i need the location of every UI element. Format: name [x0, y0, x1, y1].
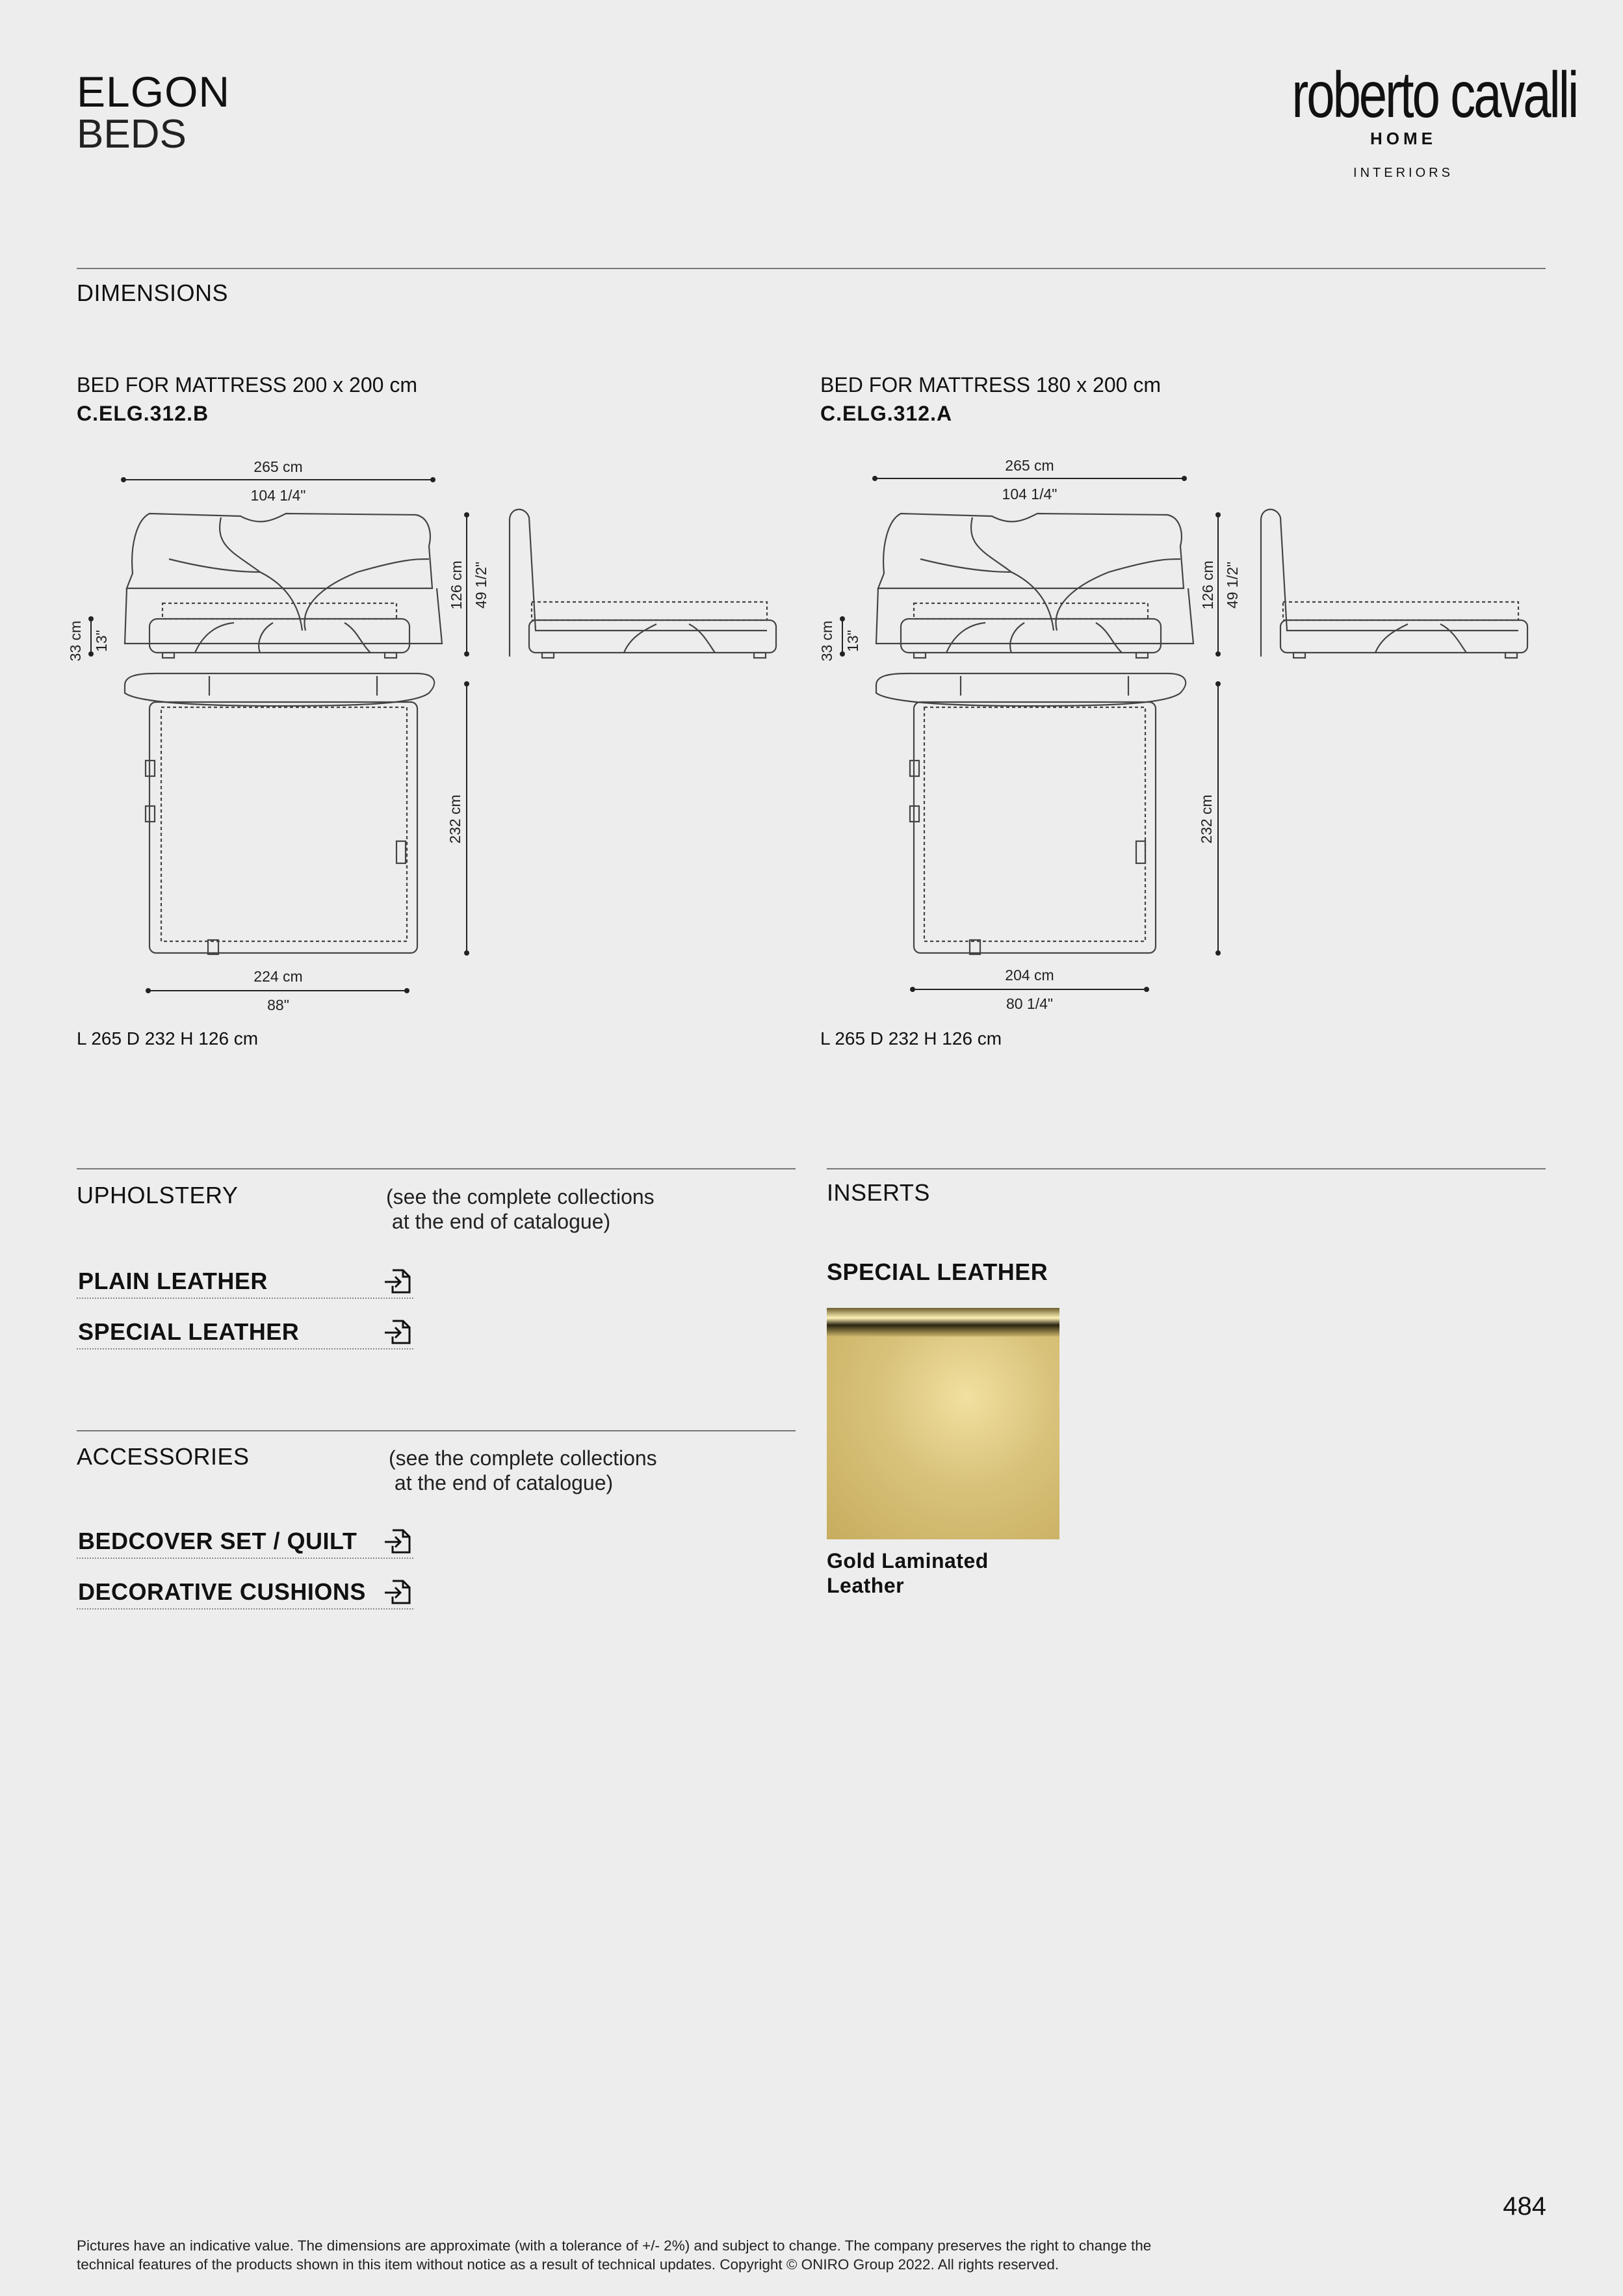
seat-in: 13": [844, 630, 861, 652]
dimensions-summary: L 265 D 232 H 126 cm: [77, 1028, 259, 1049]
height-in: 49 1/2": [473, 561, 489, 609]
disclaimer: [77, 2236, 1546, 2274]
upholstery-note: [386, 1184, 655, 1234]
divider: [77, 1430, 796, 1431]
inserts-subheading: SPECIAL LEATHER: [827, 1259, 1048, 1285]
model-code: C.ELG.312.A: [820, 402, 953, 425]
link-label: SPECIAL LEATHER: [78, 1318, 300, 1345]
inserts-heading: INSERTS: [827, 1179, 930, 1206]
accessories-note: [389, 1446, 657, 1495]
seat-in: 13": [93, 630, 110, 652]
file-export-icon: [382, 1264, 413, 1295]
swatch-label-line: Leather: [827, 1574, 905, 1597]
dimensions-heading: DIMENSIONS: [77, 280, 229, 306]
swatch-label: [827, 1548, 989, 1598]
bottom-width-cm: 224 cm: [253, 968, 303, 985]
depth-cm: 232 cm: [1198, 794, 1215, 844]
brand-interiors: INTERIORS: [1353, 166, 1453, 180]
disclaimer-line: Pictures have an indicative value. The dimensions are approximate (with a tolerance of +/- 2%) and subject to change. The company preserves the right to change the: [77, 2237, 1152, 2254]
brand-name: roberto cavalli: [1292, 59, 1578, 131]
upholstery-note-line: (see the complete collections: [386, 1185, 655, 1208]
top-width-cm: 265 cm: [253, 458, 303, 475]
gold-leather-swatch: [827, 1308, 1059, 1539]
seat-cm: 33 cm: [818, 620, 835, 662]
bed-drawing-b: [65, 449, 793, 1021]
product-title: ELGON: [77, 68, 231, 116]
divider: [77, 1168, 796, 1169]
page-number: 484: [1503, 2192, 1546, 2221]
model-description: BED FOR MATTRESS 180 x 200 cm: [820, 373, 1161, 397]
accessories-link-bedcover[interactable]: [77, 1519, 413, 1559]
bottom-width-in: 80 1/4": [1006, 995, 1054, 1012]
bottom-width-cm: 204 cm: [1005, 967, 1054, 984]
file-export-icon: [382, 1574, 413, 1606]
model-description: BED FOR MATTRESS 200 x 200 cm: [77, 373, 417, 397]
link-label: DECORATIVE CUSHIONS: [78, 1578, 366, 1605]
file-export-icon: [382, 1524, 413, 1555]
model-code: C.ELG.312.B: [77, 402, 209, 425]
depth-cm: 232 cm: [447, 794, 463, 844]
height-in: 49 1/2": [1224, 561, 1241, 609]
dimensions-summary: L 265 D 232 H 126 cm: [820, 1028, 1002, 1049]
link-label: PLAIN LEATHER: [78, 1268, 268, 1294]
height-cm: 126 cm: [448, 560, 465, 610]
accessories-note-line: (see the complete collections: [389, 1446, 657, 1470]
bottom-width-in: 88": [267, 997, 289, 1013]
top-width-in: 104 1/4": [250, 487, 306, 504]
height-cm: 126 cm: [1199, 560, 1216, 610]
link-label: BEDCOVER SET / QUILT: [78, 1528, 357, 1554]
divider: [827, 1168, 1546, 1169]
accessories-link-cushions[interactable]: [77, 1569, 413, 1610]
top-width-cm: 265 cm: [1005, 457, 1054, 474]
brand-home: HOME: [1370, 129, 1436, 148]
upholstery-link-plain-leather[interactable]: [77, 1259, 413, 1299]
accessories-note-line: at the end of catalogue): [389, 1471, 614, 1494]
disclaimer-line: technical features of the products shown in this item without notice as a result of technical updates. Copyright © ONIRO Group 2022. All rights reserved.: [77, 2256, 1059, 2273]
divider: [77, 268, 1546, 269]
upholstery-link-special-leather[interactable]: [77, 1309, 413, 1350]
seat-cm: 33 cm: [67, 620, 84, 662]
swatch-label-line: Gold Laminated: [827, 1549, 989, 1572]
brand-logo: [1260, 59, 1578, 181]
top-width-in: 104 1/4": [1002, 486, 1058, 502]
bed-drawing-a: [816, 449, 1544, 1021]
accessories-heading: ACCESSORIES: [77, 1443, 250, 1470]
product-category: BEDS: [77, 112, 187, 157]
upholstery-note-line: at the end of catalogue): [386, 1210, 611, 1233]
upholstery-heading: UPHOLSTERY: [77, 1182, 239, 1208]
file-export-icon: [382, 1314, 413, 1346]
